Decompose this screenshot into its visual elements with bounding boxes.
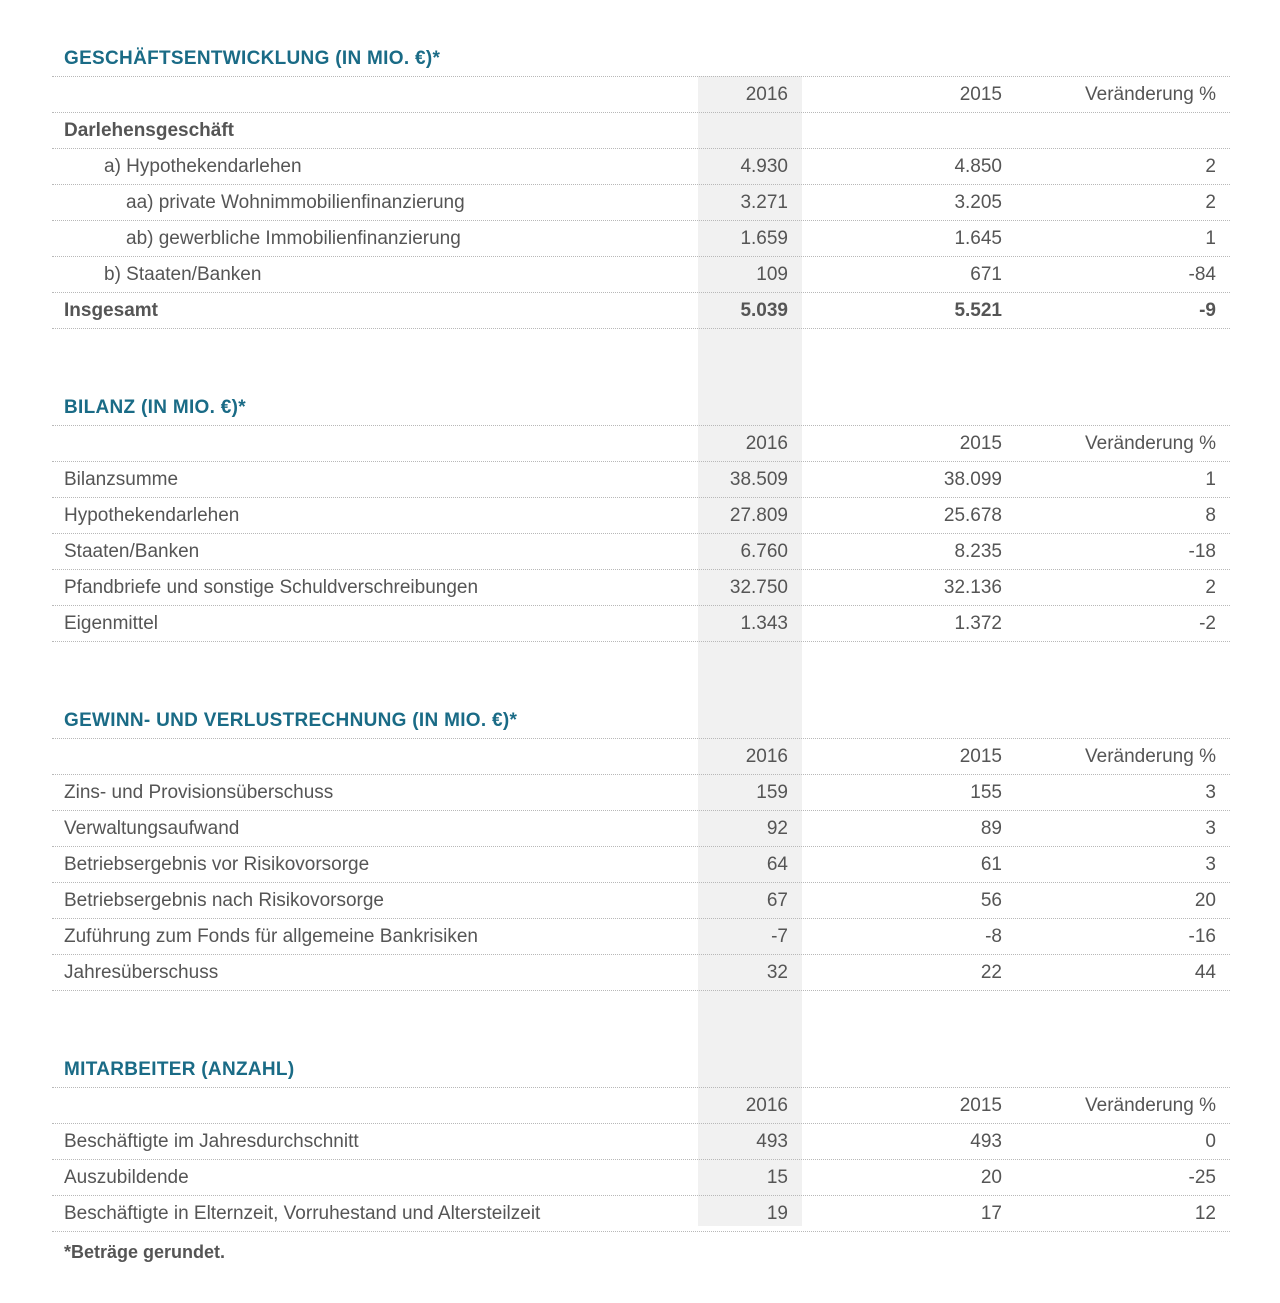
table-row <box>52 185 1230 221</box>
value-2016: 67 <box>766 890 788 911</box>
value-2016: 1.659 <box>740 228 788 249</box>
row-label: aa) private Wohnimmobilienfinanzierung <box>126 192 465 213</box>
value-2015: 155 <box>970 782 1002 803</box>
value-change: 44 <box>1194 962 1216 983</box>
header-2016: 2016 <box>745 433 788 454</box>
row-label: a) Hypothekendarlehen <box>104 156 302 177</box>
value-2015: 3.205 <box>954 192 1002 213</box>
table-row <box>52 811 1230 847</box>
header-2016: 2016 <box>745 746 788 767</box>
table-row <box>52 955 1230 991</box>
value-change: 2 <box>1205 192 1216 213</box>
table-row <box>52 919 1230 955</box>
table-row <box>52 1196 1230 1232</box>
section-title: GEWINN- UND VERLUSTRECHNUNG (IN MIO. €)* <box>52 704 1230 739</box>
value-2016: 159 <box>756 782 788 803</box>
row-label: Jahresüberschuss <box>64 962 219 983</box>
section-gewinn-verlust <box>52 704 1230 991</box>
table-row <box>52 606 1230 642</box>
header-row <box>52 739 1230 775</box>
value-2015: 1.645 <box>954 228 1002 249</box>
table-row <box>52 847 1230 883</box>
total-label: Insgesamt <box>64 300 158 321</box>
section-title: BILANZ (IN MIO. €)* <box>52 391 1230 426</box>
header-row <box>52 1088 1230 1124</box>
value-2016: 27.809 <box>729 505 788 526</box>
header-change: Veränderung % <box>1085 433 1216 454</box>
value-2015: 671 <box>970 264 1002 285</box>
value-2015: 56 <box>980 890 1002 911</box>
value-2016: 1.343 <box>740 613 788 634</box>
value-change: 8 <box>1205 505 1216 526</box>
row-label: Betriebsergebnis vor Risikovorsorge <box>64 854 370 875</box>
value-change: 2 <box>1205 577 1216 598</box>
total-2015: 5.521 <box>954 300 1002 321</box>
table-row <box>52 1160 1230 1196</box>
header-2016: 2016 <box>745 84 788 105</box>
header-2015: 2015 <box>959 84 1002 105</box>
row-label: Pfandbriefe und sonstige Schuldverschreibungen <box>64 577 479 598</box>
value-2016: 493 <box>756 1131 788 1152</box>
value-2015: 22 <box>980 962 1002 983</box>
value-2016: 4.930 <box>740 156 788 177</box>
table-row <box>52 462 1230 498</box>
table-row <box>52 883 1230 919</box>
table-row <box>52 534 1230 570</box>
section-mitarbeiter <box>52 1053 1230 1266</box>
row-label: Zins- und Provisionsüberschuss <box>64 782 334 803</box>
row-label: Hypothekendarlehen <box>64 505 240 526</box>
value-change: -84 <box>1188 264 1216 285</box>
value-2015: 89 <box>980 818 1002 839</box>
header-change: Veränderung % <box>1085 84 1216 105</box>
header-row <box>52 77 1230 113</box>
value-change: 1 <box>1205 469 1216 490</box>
row-label: Betriebsergebnis nach Risikovorsorge <box>64 890 384 911</box>
row-label: b) Staaten/Banken <box>104 264 262 285</box>
group-label: Darlehensgeschäft <box>64 120 235 141</box>
value-2016: -7 <box>771 926 788 947</box>
value-2016: 32 <box>766 962 788 983</box>
header-2015: 2015 <box>959 433 1002 454</box>
value-change: -25 <box>1188 1167 1216 1188</box>
total-change: -9 <box>1199 300 1216 321</box>
value-2016: 15 <box>766 1167 788 1188</box>
value-2015: 8.235 <box>954 541 1002 562</box>
report-tables <box>52 42 1230 1266</box>
row-label: Verwaltungsaufwand <box>64 818 240 839</box>
row-label: Beschäftigte in Elternzeit, Vorruhestand und Altersteilzeit <box>64 1203 541 1224</box>
row-label: Zuführung zum Fonds für allgemeine Bankrisiken <box>64 926 478 947</box>
value-change: 12 <box>1194 1203 1216 1224</box>
total-2016: 5.039 <box>740 300 788 321</box>
value-2016: 19 <box>766 1203 788 1224</box>
header-change: Veränderung % <box>1085 746 1216 767</box>
value-change: 3 <box>1205 854 1216 875</box>
total-row <box>52 293 1230 329</box>
table-row <box>52 257 1230 293</box>
value-2015: 32.136 <box>943 577 1002 598</box>
value-2015: 61 <box>980 854 1002 875</box>
value-2015: 17 <box>980 1203 1002 1224</box>
table-row <box>52 149 1230 185</box>
header-2016: 2016 <box>745 1095 788 1116</box>
value-2016: 3.271 <box>740 192 788 213</box>
value-2016: 6.760 <box>740 541 788 562</box>
value-change: -16 <box>1188 926 1216 947</box>
value-2016: 109 <box>756 264 788 285</box>
value-change: 3 <box>1205 782 1216 803</box>
value-change: -2 <box>1199 613 1216 634</box>
value-2015: 493 <box>970 1131 1002 1152</box>
section-bilanz <box>52 391 1230 642</box>
value-change: 1 <box>1205 228 1216 249</box>
table-row <box>52 1124 1230 1160</box>
value-change: -18 <box>1188 541 1216 562</box>
value-2015: 1.372 <box>954 613 1002 634</box>
value-change: 3 <box>1205 818 1216 839</box>
header-2015: 2015 <box>959 1095 1002 1116</box>
value-2016: 64 <box>766 854 788 875</box>
value-2016: 92 <box>766 818 788 839</box>
table-row <box>52 221 1230 257</box>
section-title: MITARBEITER (ANZAHL) <box>52 1053 1230 1088</box>
table-row <box>52 775 1230 811</box>
footnote: *Beträge gerundet. <box>64 1242 226 1262</box>
value-2015: 20 <box>980 1167 1002 1188</box>
header-2015: 2015 <box>959 746 1002 767</box>
value-change: 0 <box>1205 1131 1216 1152</box>
row-label: Staaten/Banken <box>64 541 200 562</box>
table-row <box>52 498 1230 534</box>
value-2015: 38.099 <box>943 469 1002 490</box>
value-change: 20 <box>1194 890 1216 911</box>
row-label: Bilanzsumme <box>64 469 179 490</box>
value-change: 2 <box>1205 156 1216 177</box>
section-title: GESCHÄFTSENTWICKLUNG (IN MIO. €)* <box>52 42 1230 77</box>
section-geschaeftsentwicklung <box>52 42 1230 329</box>
value-2016: 38.509 <box>729 469 788 490</box>
table-row <box>52 570 1230 606</box>
row-label: ab) gewerbliche Immobilienfinanzierung <box>126 228 461 249</box>
row-label: Beschäftigte im Jahresdurchschnitt <box>64 1131 359 1152</box>
row-label: Auszubildende <box>64 1167 189 1188</box>
header-change: Veränderung % <box>1085 1095 1216 1116</box>
header-row <box>52 426 1230 462</box>
value-2016: 32.750 <box>729 577 788 598</box>
value-2015: 4.850 <box>954 156 1002 177</box>
row-label: Eigenmittel <box>64 613 158 634</box>
group-row <box>52 113 1230 149</box>
value-2015: 25.678 <box>943 505 1002 526</box>
value-2015: -8 <box>985 926 1002 947</box>
